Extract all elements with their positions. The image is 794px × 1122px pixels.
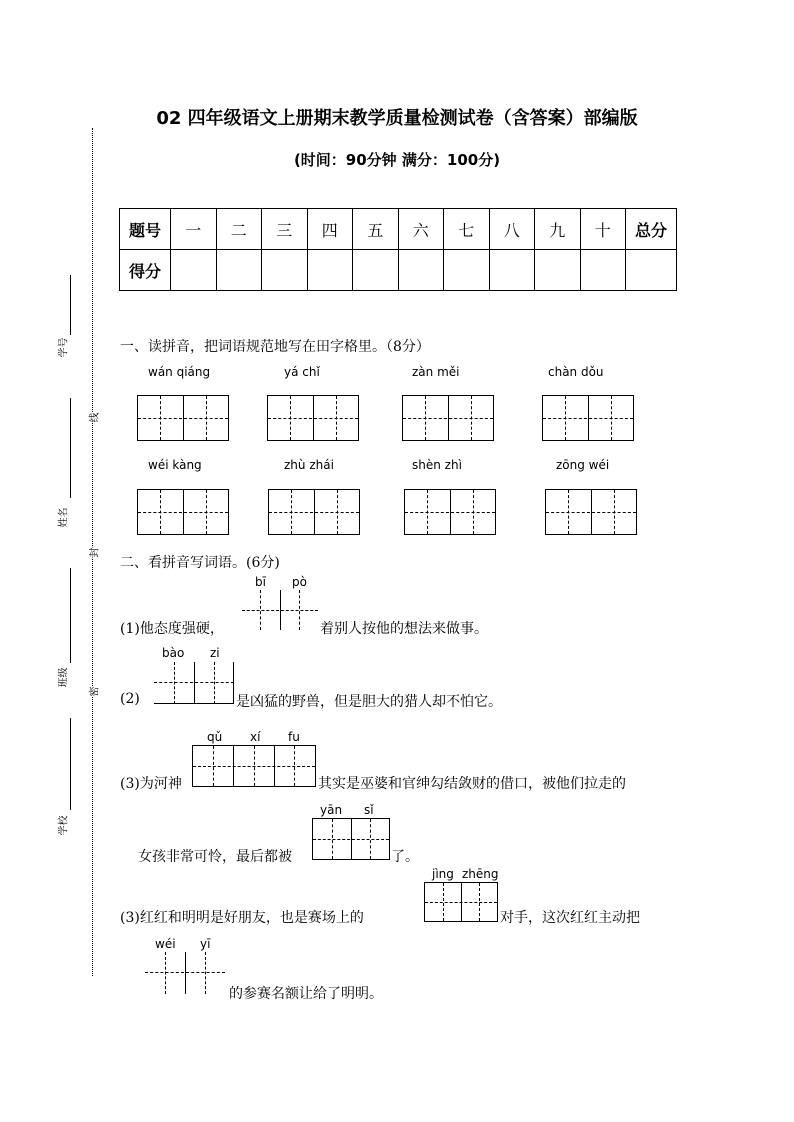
score-cell[interactable] <box>489 250 535 291</box>
score-value-row <box>120 250 677 291</box>
pinyin-label: yān <box>320 803 343 817</box>
pinyin-label: zi <box>210 646 220 660</box>
score-row-label: 得分 <box>120 250 171 291</box>
side-underline <box>70 275 71 335</box>
pinyin-label: zhēng <box>462 867 499 881</box>
tianzige-grid[interactable] <box>137 489 229 535</box>
pinyin-label: wéi <box>155 937 176 951</box>
pinyin-label: yá chǐ <box>284 365 320 379</box>
question-text: (3)为河神 <box>120 776 182 792</box>
pinyin-label: chàn dǒu <box>548 365 604 379</box>
pinyin-label: yī <box>200 937 211 951</box>
score-cell[interactable] <box>626 250 677 291</box>
section2-heading: 二、看拼音写词语。(6分) <box>120 555 280 571</box>
score-cell[interactable] <box>398 250 444 291</box>
question-text: 了。 <box>391 849 419 865</box>
question-text: 是凶猛的野兽，但是胆大的猎人却不怕它。 <box>236 694 502 710</box>
score-table <box>119 208 677 291</box>
tianzige-grid[interactable] <box>268 489 360 535</box>
tianzige-grid[interactable] <box>402 395 494 441</box>
pinyin-label: fu <box>288 730 300 744</box>
side-mark-seal: 封 <box>86 548 101 558</box>
score-header-cell: 二 <box>216 209 262 250</box>
score-cell[interactable] <box>353 250 399 291</box>
score-header-cell: 三 <box>262 209 308 250</box>
question-text: 其实是巫婆和官绅勾结敛财的借口，被他们拉走的 <box>318 776 626 792</box>
question-text: (2) <box>120 691 140 707</box>
pinyin-label: wán qiáng <box>148 365 211 379</box>
score-cell[interactable] <box>307 250 353 291</box>
side-label-school: 学校 <box>58 815 70 836</box>
pinyin-label: xí <box>250 730 261 744</box>
score-cell[interactable] <box>216 250 262 291</box>
score-header-cell: 八 <box>489 209 535 250</box>
side-underline <box>70 718 71 810</box>
pinyin-label: wéi kàng <box>148 458 202 472</box>
pinyin-label: zhù zhái <box>284 458 334 472</box>
question-text: 的参赛名额让给了明明。 <box>229 986 383 1002</box>
pinyin-label: zōng wéi <box>556 458 610 472</box>
question-text: 着别人按他的想法来做事。 <box>320 621 488 637</box>
score-cell[interactable] <box>535 250 581 291</box>
score-cell[interactable] <box>262 250 308 291</box>
pinyin-label: shèn zhì <box>412 458 462 472</box>
score-cell[interactable] <box>444 250 490 291</box>
tianzige-grid[interactable] <box>267 395 359 441</box>
side-underline <box>70 398 71 498</box>
pinyin-answer-box[interactable] <box>192 745 316 787</box>
pinyin-answer-box[interactable] <box>312 818 390 860</box>
side-label-student-id: 学号 <box>58 337 70 358</box>
pinyin-answer-box[interactable] <box>145 952 225 994</box>
page-subtitle: (时间：90分钟 满分：100分) <box>293 151 501 169</box>
side-label-class: 班级 <box>58 667 70 688</box>
tianzige-grid[interactable] <box>542 395 634 441</box>
section1-heading: 一、读拼音，把词语规范地写在田字格里。（8分） <box>120 339 430 355</box>
tianzige-grid[interactable] <box>137 395 229 441</box>
score-header-row <box>120 209 677 250</box>
pinyin-label: qǔ <box>207 730 223 744</box>
pinyin-answer-box[interactable] <box>154 662 234 704</box>
pinyin-label: bī <box>255 575 266 589</box>
question-text: (3)红红和明明是好朋友，也是赛场上的 <box>120 910 364 926</box>
side-mark-line: 线 <box>86 413 101 423</box>
pinyin-label: jìng <box>432 867 454 881</box>
score-cell[interactable] <box>580 250 626 291</box>
score-header-cell: 四 <box>307 209 353 250</box>
pinyin-label: pò <box>292 575 307 589</box>
pinyin-label: sǐ <box>364 803 374 817</box>
score-header-cell: 十 <box>580 209 626 250</box>
score-header-cell: 六 <box>398 209 444 250</box>
side-mark-secret: 密 <box>86 687 101 697</box>
side-label-name: 姓名 <box>58 507 70 528</box>
page-title: 02 四年级语文上册期末教学质量检测试卷（含答案）部编版 <box>156 108 638 129</box>
pinyin-answer-box[interactable] <box>242 590 318 630</box>
pinyin-label: bào <box>162 646 185 660</box>
score-header-cell: 五 <box>353 209 399 250</box>
pinyin-label: zàn měi <box>412 365 460 379</box>
question-text: 对手，这次红红主动把 <box>500 910 640 926</box>
score-cell[interactable] <box>171 250 217 291</box>
tianzige-grid[interactable] <box>404 489 496 535</box>
question-text: (1)他态度强硬， <box>120 621 224 637</box>
question-text: 女孩非常可怜，最后都被 <box>138 849 292 865</box>
score-header-cell: 总分 <box>626 209 677 250</box>
score-header-cell: 九 <box>535 209 581 250</box>
tianzige-grid[interactable] <box>545 489 637 535</box>
pinyin-answer-box[interactable] <box>424 882 498 922</box>
score-header-cell: 七 <box>444 209 490 250</box>
score-header-cell: 题号 <box>120 209 171 250</box>
score-header-cell: 一 <box>171 209 217 250</box>
side-underline <box>70 568 71 663</box>
